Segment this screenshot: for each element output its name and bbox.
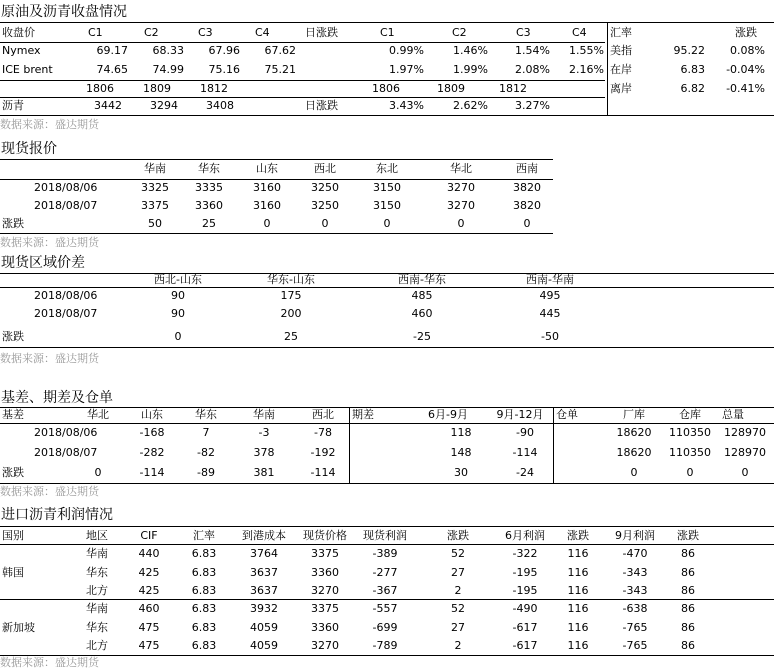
profit-cell: 3764 — [250, 547, 278, 560]
column-header-basis: 华南 — [253, 408, 275, 421]
profit-cell: 3360 — [311, 566, 339, 579]
profit-cell: 116 — [567, 584, 589, 597]
country-name: 韩国 — [2, 566, 24, 579]
change-cell: 2.16% — [569, 63, 604, 76]
country-name: 新加坡 — [2, 621, 35, 634]
spread-cell: 495 — [539, 289, 561, 302]
column-header-futures-spread: 6月-9月 — [428, 408, 468, 421]
column-header-spread: 西北-山东 — [154, 273, 202, 286]
column-header: 涨跌 — [567, 529, 589, 542]
profit-cell: -699 — [372, 621, 398, 634]
profit-cell: 27 — [451, 621, 465, 634]
asphalt-change-label: 日涨跌 — [305, 99, 338, 112]
profit-cell: 52 — [451, 547, 465, 560]
profit-cell: 6.83 — [191, 621, 217, 634]
column-header-futures-spread: 9月-12月 — [496, 408, 544, 421]
divider-line — [0, 115, 774, 116]
basis-cell: 378 — [253, 446, 275, 459]
row-date: 2018/08/06 — [34, 426, 98, 439]
column-header-warrant: 总量 — [722, 408, 744, 421]
price-cell: 3160 — [253, 181, 281, 194]
fx-row-name: 离岸 — [610, 82, 632, 95]
section-title-import-profit: 进口沥青利润情况 — [1, 507, 113, 523]
basis-cell: -168 — [139, 426, 165, 439]
change-cell: 1.46% — [453, 44, 488, 57]
futures-spread-cell: 148 — [450, 446, 472, 459]
futures-spread-cell: -90 — [516, 426, 534, 439]
data-source: 数据来源：盛达期货 — [0, 118, 99, 131]
fx-change: -0.04% — [726, 63, 765, 76]
price-cell: 3160 — [253, 199, 281, 212]
profit-cell: 116 — [567, 602, 589, 615]
column-header-region: 山东 — [256, 162, 278, 175]
divider-line — [0, 80, 605, 81]
asphalt-price: 3294 — [150, 99, 178, 112]
column-header: 现货利润 — [363, 529, 407, 542]
row-label-change: 涨跌 — [2, 330, 24, 343]
fx-header: 汇率 — [610, 26, 632, 39]
price-cell: 3150 — [373, 181, 401, 194]
profit-cell: 86 — [681, 547, 695, 560]
profit-cell: 3270 — [311, 639, 339, 652]
price-cell: 3325 — [141, 181, 169, 194]
warrant-cell: 110350 — [669, 446, 711, 459]
profit-cell: 52 — [451, 602, 465, 615]
column-header: CIF — [140, 529, 158, 542]
basis-change: -114 — [139, 466, 165, 479]
contract-month: 1809 — [437, 82, 465, 95]
section-title-crude: 原油及沥青收盘情况 — [1, 4, 127, 20]
column-header-c1-change: C1 — [380, 26, 395, 39]
column-header: 涨跌 — [447, 529, 469, 542]
change-cell: 0 — [321, 217, 329, 230]
spread-label: 期差 — [352, 408, 374, 421]
column-header-region: 华北 — [450, 162, 472, 175]
profit-cell: -490 — [512, 602, 538, 615]
profit-cell: 4059 — [250, 621, 278, 634]
row-date: 2018/08/06 — [34, 289, 98, 302]
fx-value: 6.83 — [680, 63, 705, 76]
profit-cell: -389 — [372, 547, 398, 560]
asphalt-change: 3.27% — [515, 99, 550, 112]
profit-cell: 86 — [681, 566, 695, 579]
price-cell: 3360 — [195, 199, 223, 212]
price-cell: 74.65 — [96, 63, 128, 76]
change-cell: 50 — [148, 217, 162, 230]
profit-cell: 86 — [681, 602, 695, 615]
region-name: 华南 — [86, 602, 108, 615]
divider-line — [0, 423, 774, 424]
price-cell: 75.16 — [208, 63, 240, 76]
futures-spread-change: -24 — [516, 466, 534, 479]
profit-cell: 460 — [138, 602, 160, 615]
column-header-c2: C2 — [144, 26, 159, 39]
column-header-basis: 西北 — [312, 408, 334, 421]
divider-line — [0, 97, 605, 98]
price-cell: 3375 — [141, 199, 169, 212]
profit-cell: -765 — [622, 639, 648, 652]
profit-cell: 3375 — [311, 547, 339, 560]
fx-value: 6.82 — [680, 82, 705, 95]
spread-cell: 175 — [280, 289, 302, 302]
column-header-spread: 西南-华东 — [398, 273, 446, 286]
profit-cell: 3270 — [311, 584, 339, 597]
futures-spread-cell: -114 — [512, 446, 538, 459]
profit-cell: -195 — [512, 566, 538, 579]
price-cell: 74.99 — [152, 63, 184, 76]
basis-change: -114 — [310, 466, 336, 479]
price-cell: 3270 — [447, 199, 475, 212]
column-header: 涨跌 — [677, 529, 699, 542]
spread-cell: 90 — [171, 307, 185, 320]
section-title-regional-spread: 现货区域价差 — [1, 255, 85, 271]
region-name: 华东 — [86, 621, 108, 634]
profit-cell: -789 — [372, 639, 398, 652]
section-title-basis: 基差、期差及仓单 — [1, 390, 113, 406]
column-header-warrant: 厂库 — [623, 408, 645, 421]
warrant-change: 0 — [686, 466, 694, 479]
fx-change: -0.41% — [726, 82, 765, 95]
warrant-label: 仓单 — [556, 408, 578, 421]
profit-cell: 3637 — [250, 584, 278, 597]
profit-cell: 116 — [567, 547, 589, 560]
contract-month: 1809 — [143, 82, 171, 95]
column-header: 汇率 — [193, 529, 215, 542]
asphalt-change: 3.43% — [389, 99, 424, 112]
profit-cell: 475 — [138, 639, 160, 652]
data-source: 数据来源：盛达期货 — [0, 656, 99, 669]
price-cell: 67.96 — [208, 44, 240, 57]
change-cell: 0 — [174, 330, 182, 343]
profit-cell: 86 — [681, 621, 695, 634]
price-cell: 69.17 — [96, 44, 128, 57]
fx-row-name: 美指 — [610, 44, 632, 57]
divider-line — [0, 233, 553, 234]
region-name: 华南 — [86, 547, 108, 560]
profit-cell: 2 — [454, 639, 462, 652]
basis-cell: -3 — [258, 426, 270, 439]
row-date: 2018/08/06 — [34, 181, 98, 194]
row-name: ICE brent — [2, 63, 53, 76]
price-cell: 75.21 — [264, 63, 296, 76]
price-cell: 3335 — [195, 181, 223, 194]
change-cell: 25 — [284, 330, 298, 343]
column-header-daily-change: 日涨跌 — [305, 26, 338, 39]
column-header: 到港成本 — [242, 529, 286, 542]
change-cell: -25 — [413, 330, 431, 343]
profit-cell: -277 — [372, 566, 398, 579]
divider-line — [0, 599, 774, 600]
profit-cell: 116 — [567, 566, 589, 579]
fx-value: 95.22 — [673, 44, 705, 57]
column-header-basis: 华东 — [195, 408, 217, 421]
data-source: 数据来源：盛达期货 — [0, 352, 99, 365]
column-header-region: 华南 — [144, 162, 166, 175]
basis-change: 381 — [253, 466, 275, 479]
profit-cell: -638 — [622, 602, 648, 615]
price-cell: 3250 — [311, 199, 339, 212]
profit-cell: 3637 — [250, 566, 278, 579]
warrant-change: 0 — [741, 466, 749, 479]
profit-cell: 27 — [451, 566, 465, 579]
warrant-cell: 128970 — [724, 446, 766, 459]
profit-cell: -367 — [372, 584, 398, 597]
price-cell: 3820 — [513, 181, 541, 194]
contract-month: 1806 — [372, 82, 400, 95]
divider-line — [0, 22, 774, 23]
column-header-warrant: 仓库 — [679, 408, 701, 421]
column-header-c3: C3 — [198, 26, 213, 39]
column-header-c4-change: C4 — [572, 26, 587, 39]
row-label-change: 涨跌 — [2, 466, 24, 479]
column-header-c3-change: C3 — [516, 26, 531, 39]
data-source: 数据来源：盛达期货 — [0, 236, 99, 249]
basis-cell: 7 — [202, 426, 210, 439]
warrant-change: 0 — [630, 466, 638, 479]
basis-label: 基差 — [2, 408, 24, 421]
basis-change: 0 — [94, 466, 102, 479]
column-header-basis: 山东 — [141, 408, 163, 421]
change-cell: 0 — [383, 217, 391, 230]
column-header-c4: C4 — [255, 26, 270, 39]
spread-cell: 460 — [411, 307, 433, 320]
price-cell: 3250 — [311, 181, 339, 194]
basis-cell: -78 — [314, 426, 332, 439]
divider-line — [553, 407, 554, 483]
row-label-change: 涨跌 — [2, 217, 24, 230]
divider-line — [0, 159, 553, 160]
section-title-spot: 现货报价 — [1, 141, 57, 157]
contract-month: 1806 — [86, 82, 114, 95]
divider-line — [0, 179, 553, 180]
profit-cell: 6.83 — [191, 547, 217, 560]
column-header: 地区 — [86, 529, 108, 542]
row-date: 2018/08/07 — [34, 199, 98, 212]
divider-line — [0, 655, 774, 656]
divider-line — [0, 544, 774, 545]
basis-change: -89 — [197, 466, 215, 479]
profit-cell: 6.83 — [191, 602, 217, 615]
profit-cell: 6.83 — [191, 639, 217, 652]
change-cell: 1.55% — [569, 44, 604, 57]
profit-cell: 6.83 — [191, 566, 217, 579]
column-header: 6月利润 — [505, 529, 545, 542]
fx-row-name: 在岸 — [610, 63, 632, 76]
asphalt-change: 2.62% — [453, 99, 488, 112]
column-header-region: 东北 — [376, 162, 398, 175]
column-header-c1: C1 — [88, 26, 103, 39]
change-cell: 1.97% — [389, 63, 424, 76]
profit-cell: -617 — [512, 639, 538, 652]
profit-cell: 440 — [138, 547, 160, 560]
profit-cell: 3360 — [311, 621, 339, 634]
divider-line — [349, 407, 350, 483]
contract-month: 1812 — [499, 82, 527, 95]
price-cell: 68.33 — [152, 44, 184, 57]
profit-cell: 3932 — [250, 602, 278, 615]
profit-cell: -343 — [622, 566, 648, 579]
change-cell: 25 — [202, 217, 216, 230]
profit-cell: -343 — [622, 584, 648, 597]
divider-line — [0, 526, 774, 527]
profit-cell: -470 — [622, 547, 648, 560]
column-header: 9月利润 — [615, 529, 655, 542]
data-source: 数据来源：盛达期货 — [0, 485, 99, 498]
spread-cell: 485 — [411, 289, 433, 302]
profit-cell: 116 — [567, 639, 589, 652]
price-cell: 3150 — [373, 199, 401, 212]
asphalt-price: 3442 — [94, 99, 122, 112]
column-header-spread: 西南-华南 — [526, 273, 574, 286]
column-header-spread: 华东-山东 — [267, 273, 315, 286]
divider-line — [0, 287, 774, 288]
futures-spread-change: 30 — [454, 466, 468, 479]
column-header-region: 华东 — [198, 162, 220, 175]
column-header-c2-change: C2 — [452, 26, 467, 39]
change-cell: 0 — [523, 217, 531, 230]
profit-cell: 116 — [567, 621, 589, 634]
change-cell: -50 — [541, 330, 559, 343]
warrant-cell: 18620 — [616, 446, 652, 459]
region-name: 北方 — [86, 584, 108, 597]
divider-line — [0, 347, 774, 348]
profit-cell: 3375 — [311, 602, 339, 615]
price-cell: 3820 — [513, 199, 541, 212]
fx-change-header: 涨跌 — [735, 26, 757, 39]
futures-spread-cell: 118 — [450, 426, 472, 439]
change-cell: 0 — [263, 217, 271, 230]
profit-cell: 425 — [138, 566, 160, 579]
column-header: 现货价格 — [303, 529, 347, 542]
change-cell: 0.99% — [389, 44, 424, 57]
asphalt-price: 3408 — [206, 99, 234, 112]
region-name: 北方 — [86, 639, 108, 652]
column-header-region: 西南 — [516, 162, 538, 175]
column-header-region: 西北 — [314, 162, 336, 175]
profit-cell: 425 — [138, 584, 160, 597]
region-name: 华东 — [86, 566, 108, 579]
divider-line — [0, 483, 774, 484]
basis-cell: -192 — [310, 446, 336, 459]
spread-cell: 90 — [171, 289, 185, 302]
profit-cell: -195 — [512, 584, 538, 597]
column-header-basis: 华北 — [87, 408, 109, 421]
row-name: Nymex — [2, 44, 41, 57]
change-cell: 1.99% — [453, 63, 488, 76]
warrant-cell: 128970 — [724, 426, 766, 439]
change-cell: 1.54% — [515, 44, 550, 57]
profit-cell: 475 — [138, 621, 160, 634]
price-cell: 67.62 — [264, 44, 296, 57]
profit-cell: 4059 — [250, 639, 278, 652]
profit-cell: 86 — [681, 584, 695, 597]
column-header: 国别 — [2, 529, 24, 542]
contract-month: 1812 — [200, 82, 228, 95]
spread-cell: 445 — [539, 307, 561, 320]
basis-cell: -282 — [139, 446, 165, 459]
profit-cell: 86 — [681, 639, 695, 652]
profit-cell: -557 — [372, 602, 398, 615]
row-date: 2018/08/07 — [34, 307, 98, 320]
profit-cell: -617 — [512, 621, 538, 634]
fx-change: 0.08% — [730, 44, 765, 57]
profit-cell: -765 — [622, 621, 648, 634]
price-cell: 3270 — [447, 181, 475, 194]
spread-cell: 200 — [280, 307, 302, 320]
change-cell: 2.08% — [515, 63, 550, 76]
divider-line — [607, 22, 608, 115]
basis-cell: -82 — [197, 446, 215, 459]
asphalt-row-name: 沥青 — [2, 99, 24, 112]
divider-line — [0, 42, 605, 43]
warrant-cell: 18620 — [616, 426, 652, 439]
profit-cell: 6.83 — [191, 584, 217, 597]
table-header-label: 收盘价 — [2, 26, 35, 39]
profit-cell: 2 — [454, 584, 462, 597]
profit-cell: -322 — [512, 547, 538, 560]
change-cell: 0 — [457, 217, 465, 230]
row-date: 2018/08/07 — [34, 446, 98, 459]
warrant-cell: 110350 — [669, 426, 711, 439]
